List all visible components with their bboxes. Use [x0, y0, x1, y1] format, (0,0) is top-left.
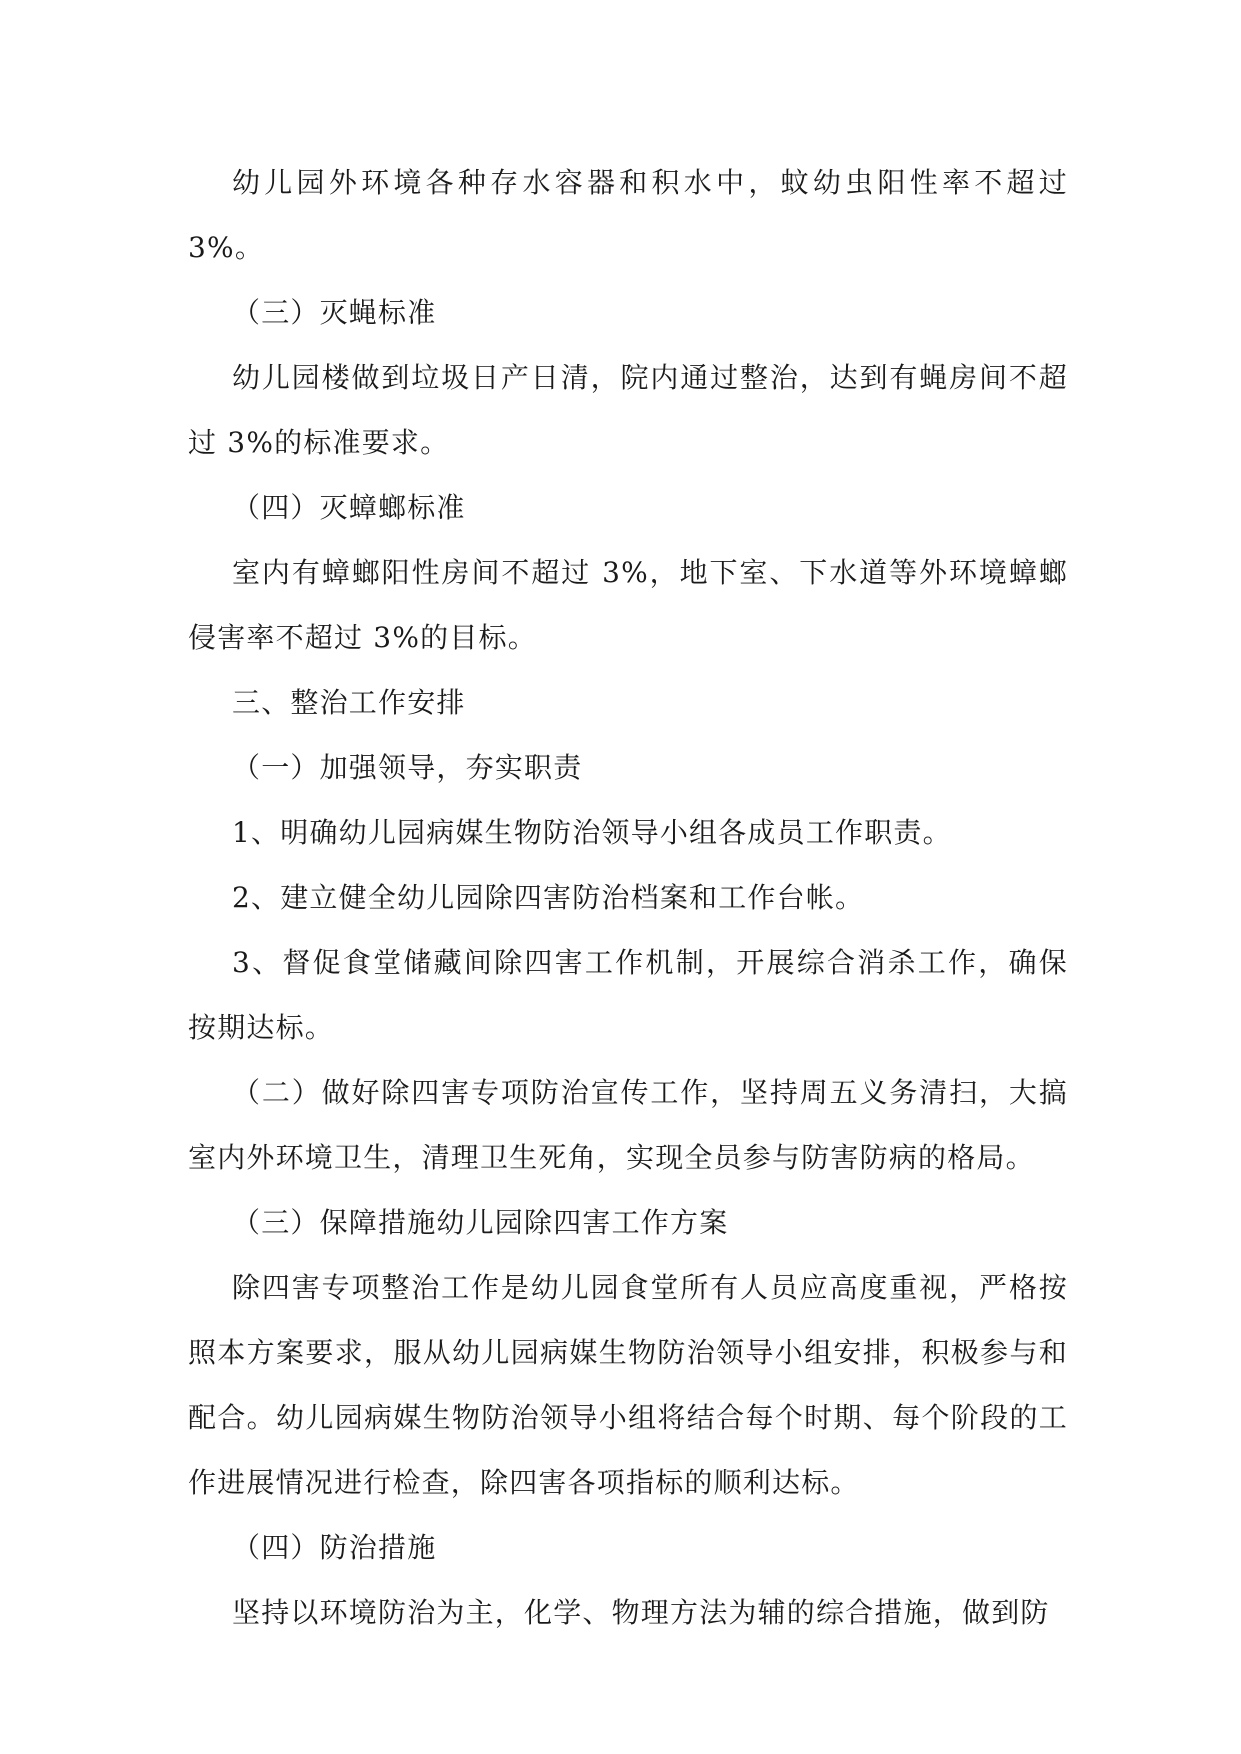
heading-safeguards: （三）保障措施幼儿园除四害工作方案: [232, 1206, 729, 1239]
heading-cockroach-standard: （四）灭蟑螂标准: [232, 491, 466, 524]
paragraph-mosquito-standard: 幼儿园外环境各种存水容器和积水中，蚊幼虫阳性率不超过 3%。: [188, 166, 1068, 264]
list-item-3: 3、督促食堂储藏间除四害工作机制，开展综合消杀工作，确保按期达标。: [188, 946, 1068, 1044]
list-item-2: 2、建立健全幼儿园除四害防治档案和工作台帐。: [232, 881, 865, 914]
heading-fly-standard: （三）灭蝇标准: [232, 296, 437, 329]
document-body: [188, 150, 1068, 1645]
paragraph-safeguards: 除四害专项整治工作是幼儿园食堂所有人员应高度重视，严格按照本方案要求，服从幼儿园病媒生物防治领导小组安排，积极参与和配合。幼儿园病媒生物防治领导小组将结合每个时期、每个阶段的工作进展情况进行检查，除四害各项指标的顺利达标。: [188, 1271, 1068, 1499]
heading-work-arrangement: 三、整治工作安排: [232, 686, 466, 719]
list-item-1: 1、明确幼儿园病媒生物防治领导小组各成员工作职责。: [232, 816, 952, 849]
paragraph-cockroach-standard: 室内有蟑螂阳性房间不超过 3%，地下室、下水道等外环境蟑螂侵害率不超过 3%的目标。: [188, 556, 1068, 654]
paragraph-fly-standard: 幼儿园楼做到垃圾日产日清，院内通过整治，达到有蝇房间不超过 3%的标准要求。: [188, 361, 1068, 459]
heading-prevention-measures: （四）防治措施: [232, 1531, 437, 1564]
heading-leadership: （一）加强领导，夯实职责: [232, 751, 583, 784]
paragraph-prevention-measures: 坚持以环境防治为主，化学、物理方法为辅的综合措施，做到防: [232, 1596, 1050, 1629]
paragraph-publicity: （二）做好除四害专项防治宣传工作，坚持周五义务清扫，大搞室内外环境卫生，清理卫生死角，实现全员参与防害防病的格局。: [188, 1076, 1068, 1174]
